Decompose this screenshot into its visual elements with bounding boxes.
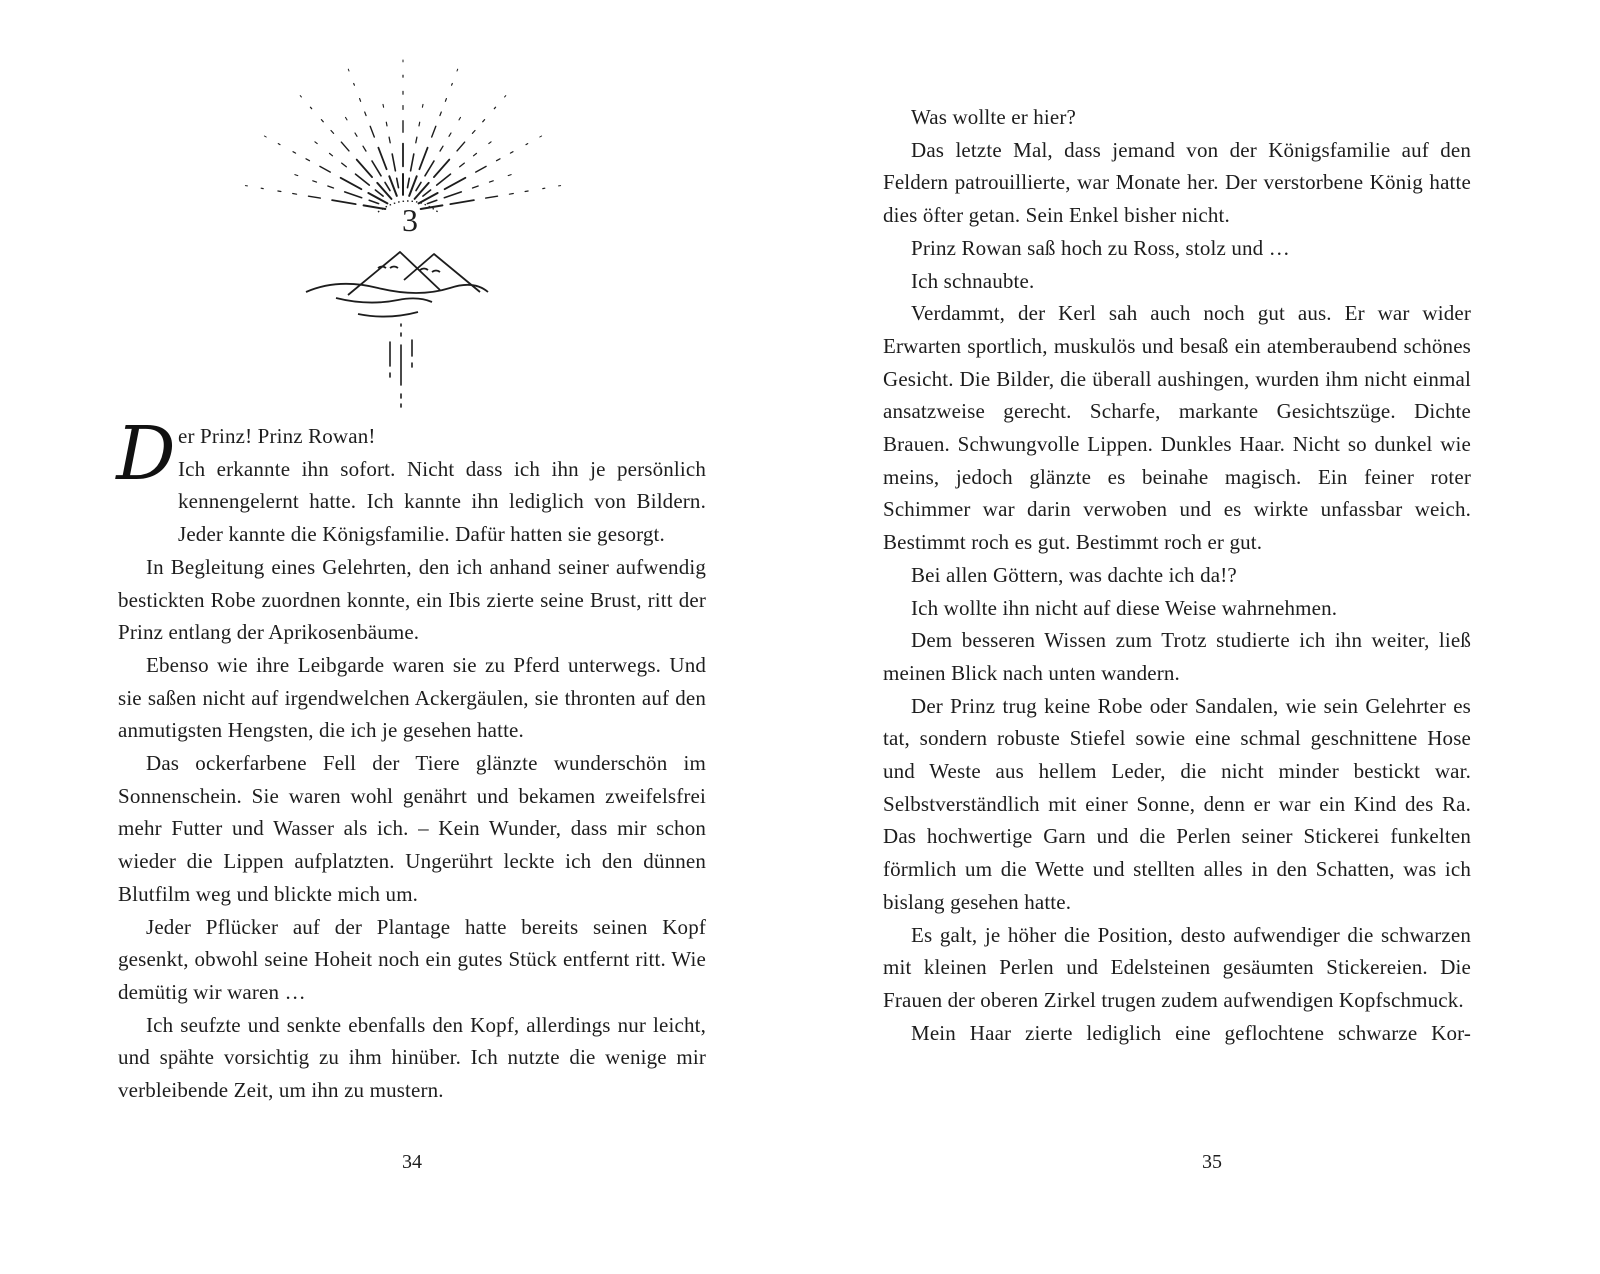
sun-ray [357,160,372,178]
paragraph: Es galt, je höher die Position, desto aufwendiger die schwarzen mit kleinen Perlen und Edelsteinen gesäumten Stickereien. Die Frauen der oberen Zirkel trugen zudem aufwendigen Kopfschmuck. [883,922,1471,1012]
paragraph: Mein Haar zierte lediglich eine geflochtene schwarze Kor- [911,1020,1471,1045]
sun-ray [526,144,528,145]
left-page-text [116,411,706,1107]
sun-ray [457,142,465,151]
sun-ray [355,133,357,136]
sun-ray [476,166,486,172]
sun-ray [389,137,390,143]
sun-ray [419,148,427,170]
sun-ray [409,176,417,196]
sun-ray [483,120,485,122]
sun-ray [422,104,423,107]
sun-ray [300,96,301,97]
sun-ray [328,186,334,188]
sun-ray [320,166,330,172]
first-paragraph [116,411,706,551]
paragraph-after-cap: Ich erkannte ihn sofort. Nicht dass ich ihn je persönlich kennengelernt hatte. Ich kannte ihn lediglich von Bildern. Jeder kannte die Königsfamilie. Dafür hatten sie gesorgt. [178,456,706,547]
sun-ray [440,146,443,151]
sun-ray [459,117,461,120]
sun-ray [383,104,384,107]
sun-ray [425,161,434,176]
paragraph: Verdammt, der Kerl sah auch noch gut aus. Er war wider Erwarten sportlich, muskulös und besaß ein atemberaubend schönes Gesicht. Die Bilder, die überall aushingen, wurden ihm nicht einmal ansatzweise gerecht. Scharfe, markante Gesichtszüge. Dichte Brauen. Schwungvolle Lippen. Dunkles Haar. Nicht so dunkel wie meins, jedoch glänzte es beinahe magisch. Ein feiner roter Schimmer war darin verwoben und es wirkte unfassbar weich. Bestimmt roch es gut. Bestimmt roch er gut. [883,301,1471,555]
paragraph: Dem besseren Wissen zum Trotz studierte ich ihn weiter, ließ meinen Blick nach unten wandern. [883,628,1471,685]
sun-ray [293,152,296,153]
sun-ray [346,117,348,120]
sun-ray [434,160,449,178]
first-paragraph-lines [178,420,706,551]
paragraph: Das letzte Mal, dass jemand von der Königsfamilie auf den Feldern patrouillierte, war Monate her. Der verstorbene König hatte dies öfter getan. Sein Enkel bisher nicht. [883,137,1471,228]
sun-ray [375,190,383,196]
sun-ray [331,131,334,134]
paragraph: Jeder Pflücker auf der Plantage hatte bereits seinen Kopf gesenkt, obwohl seine Hoheit noch ein gutes Stück entfernt ritt. Wie demütig wir waren … [118,914,706,1004]
sun-ray [452,84,453,86]
sun-ray [509,194,513,195]
paragraph: Ebenso wie ihre Leibgarde waren sie zu Pferd unterwegs. Und sie saßen nicht auf irgendwelchen Ackergäulen, sie thronten auf den anmutigsten Hengsten, die ich je gesehen hatte. [118,652,706,743]
sun-ray [313,181,317,182]
sun-ray [497,159,501,161]
sun-ray [449,133,451,136]
sun-ray [392,154,395,171]
sun-ray [315,142,317,144]
sun-ray [445,99,446,102]
paragraph: Ich schnaubte. [911,268,1035,293]
paragraph: Ich seufzte und senkte ebenfalls den Kopf, allerdings nur leicht, und spähte vorsichtig zu ihm hinüber. Ich nutzte die wenige mir verbleibende Zeit, um ihn zu mustern. [118,1012,706,1103]
sun-ray [348,69,349,71]
dropcap-letter: D [116,411,176,497]
page-number-left: 34 [402,1151,422,1173]
sun-ray [419,122,420,126]
paragraph: In Begleitung eines Gelehrten, den ich anhand seiner aufwendig bestickten Robe zuordnen konnte, ein Ibis zierte seine Brust, ritt der Prinz entlang der Aprikosenbäume. [118,554,706,645]
sun-ray [525,191,528,192]
sun-ray [411,154,414,171]
sun-ray [473,186,479,188]
paragraph: Bei allen Göttern, was dachte ich da!? [911,562,1237,587]
sun-ray [460,163,465,167]
right-page [800,0,1600,1274]
sun-ray [385,182,390,190]
sun-ray [278,144,280,145]
sun-ray [440,112,441,116]
sun-ray [486,196,498,198]
sun-ray [365,112,366,116]
sun-ray [354,84,355,86]
sun-ray [360,99,361,102]
sun-ray [416,137,417,143]
sun-ray [341,178,362,189]
sun-ray [356,174,370,185]
sun-ray [330,153,333,155]
sun-ray [397,178,399,187]
sun-ray [321,120,323,122]
sun-ray [278,191,281,192]
sun-ray [494,107,495,109]
sun-ray [370,126,374,137]
sun-ray [416,182,421,190]
sun-ray [309,196,321,198]
sun-ray [310,107,311,109]
sun-ray [363,146,366,151]
sun-ray [341,142,349,151]
sun-ray [540,136,542,137]
sun-ray [472,131,475,134]
page-number-right: 35 [1202,1151,1222,1173]
paragraph: Der Prinz trug keine Robe oder Sandalen, wie sein Gelehrter es tat, sondern robuste Stiefel sowie eine schmal geschnittene Hose und Weste aus hellem Leder, die nicht minder bestickt war. Selbstverständlich mit einer Sonne, denn er war ein Kind des Ra. Das hochwertige Garn und die Perlen seiner Stickerei funkelten förmlich um die Wette und stellten alles in den Schatten, was ich bislang gesehen hatte. [883,693,1471,914]
sun-ray [445,178,466,189]
sun-ray [423,190,431,196]
sun-ray [505,96,506,97]
paragraph: Das ockerfarbene Fell der Tiere glänzte wunderschön im Sonnenschein. Sie waren wohl genährt und bekamen zweifelsfrei mehr Futter und Wasser als ich. – Kein Wunder, dass mir schon wieder die Lippen aufplatzten. Ungerührt leckte ich den dünnen Blutfilm weg und blickte mich um. [118,751,706,906]
sun-ray [457,69,458,71]
sun-ray [510,152,513,153]
sun-ray [345,192,362,198]
sun-ray [444,192,461,198]
sun-ray [432,126,436,137]
sun-ray [293,194,297,195]
right-page-text [883,101,1471,1049]
sun-ray [474,153,477,155]
sun-ray [342,163,347,167]
sun-ray [508,175,511,176]
paragraph: Prinz Rowan saß hoch zu Ross, stolz und … [911,235,1290,260]
first-line: er Prinz! Prinz Rowan! [178,424,376,448]
sun-ray [490,181,494,182]
sun-ray [489,142,491,144]
sun-ray [408,178,410,187]
sun-ray [389,176,397,196]
chapter-number: 3 [402,202,418,238]
sun-ray [372,161,381,176]
sun-ray [306,159,310,161]
sun-ray [386,122,387,126]
sun-ray [295,175,298,176]
paragraph: Was wollte er hier? [911,105,1077,129]
sun-ray [437,174,451,185]
paragraph: Ich wollte ihn nicht auf diese Weise wahrnehmen. [911,595,1338,620]
sun-ray [264,136,266,137]
sun-ray [378,148,386,170]
